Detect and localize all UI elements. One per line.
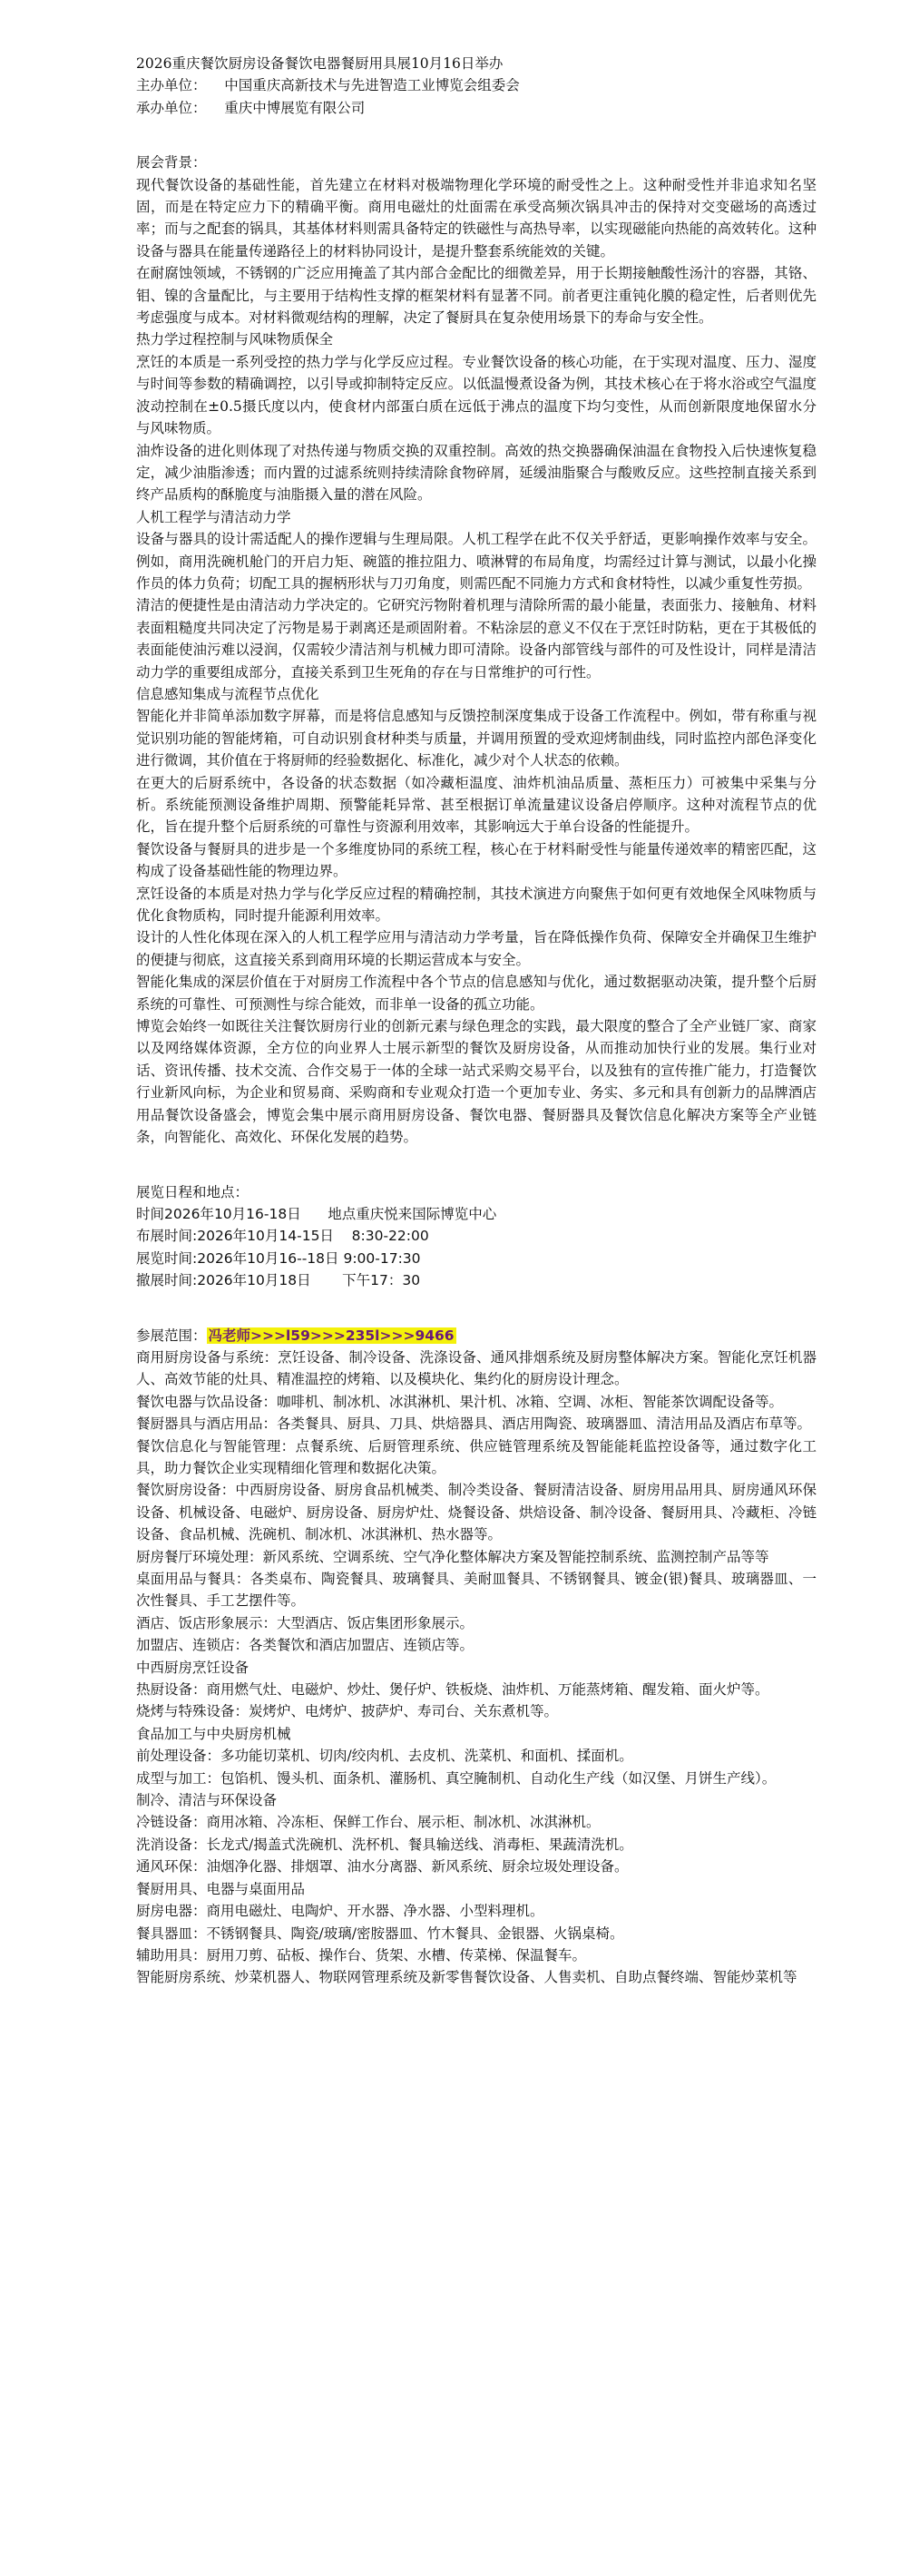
schedule-heading: 展览日程和地点： — [136, 1183, 249, 1200]
scope-subheading: 餐厨用具、电器与桌面用品 — [136, 1880, 306, 1897]
scope-subheading: 食品加工与中央厨房机械 — [136, 1725, 291, 1742]
scope-item: 餐饮电器与饮品设备：咖啡机、制冰机、冰淇淋机、果汁机、冰箱、空调、冰柜、智能茶饮调配设备等。 — [136, 1393, 784, 1410]
schedule-open: 展览时间:2026年10月16--18日 9:00-17:30 — [136, 1249, 421, 1267]
schedule-setup: 布展时间:2026年10月14-15日 8:30-22:00 — [136, 1228, 429, 1245]
scope-item: 餐具器皿：不锈钢餐具、陶瓷/玻璃/密胺器皿、竹木餐具、金银器、火锅桌椅。 — [136, 1925, 624, 1942]
header-section — [136, 53, 817, 119]
background-paragraph: 烹饪的本质是一系列受控的热力学与化学反应过程。专业餐饮设备的核心功能，在于实现对温度、压力、湿度与时间等参数的精确调控，以引导或抑制特定反应。以低温慢煮设备为例，其技术核心在于将水浴或空气温度波动控制在±0.5摄氏度以内，使食材内部蛋白质在远低于沸点的温度下均匀变性，从而创新限度地保留水分与风味物质。 — [136, 353, 817, 437]
scope-item: 洗消设备：长龙式/揭盖式洗碗机、洗杯机、餐具输送线、消毒柜、果蔬清洗机。 — [136, 1836, 633, 1853]
background-paragraph: 餐饮设备与餐厨具的进步是一个多维度协同的系统工程，核心在于材料耐受性与能量传递效率的精密匹配，这构成了设备基础性能的物理边界。 — [136, 840, 817, 880]
scope-item: 商用厨房设备与系统：烹饪设备、制冷设备、洗涤设备、通风排烟系统及厨房整体解决方案。智能化烹饪机器人、高效节能的灶具、精准温控的烤箱、以及模块化、集约化的厨房设计理念。 — [136, 1348, 817, 1388]
scope-item: 通风环保：油烟净化器、排烟罩、油水分离器、新风系统、厨余垃圾处理设备。 — [136, 1858, 629, 1876]
background-paragraph: 现代餐饮设备的基础性能，首先建立在材料对极端物理化学环境的耐受性之上。这种耐受性并非追求知名坚固，而是在特定应力下的精确平衡。商用电磁灶的灶面需在承受高频次锅具冲击的保持对交变磁场的高透过率；而与之配套的锅具，其基体材料则需具备特定的铁磁性与高热导率，以实现磁能向热能的高效转化。这种设备与器具在能量传递路径上的材料协同设计，是提升整套系统能效的关键。 — [136, 176, 817, 260]
scope-subheading: 中西厨房烹饪设备 — [136, 1659, 249, 1676]
background-paragraph: 在耐腐蚀领域，不锈钢的广泛应用掩盖了其内部合金配比的细微差异，用于长期接触酸性汤汁的容器，其铬、钼、镍的含量配比，与主要用于结构性支撑的框架材料有显著不同。前者更注重钝化膜的稳定性，后者则优先考虑强度与成本。对材料微观结构的理解，决定了餐厨具在复杂使用场景下的寿命与安全性。 — [136, 265, 817, 327]
scope-item: 餐饮厨房设备：中西厨房设备、厨房食品机械类、制冷类设备、餐厨清洁设备、厨房用品用具、厨房通风环保设备、机械设备、电磁炉、厨房设备、厨房炉灶、烧餐设备、烘焙设备、制冷设备、餐厨用具、冷藏柜、冷链设备、食品机械、洗碗机、制冰机、冰淇淋机、热水器等。 — [136, 1482, 817, 1543]
subheading-ergo: 人机工程学与清洁动力学 — [136, 508, 291, 525]
scope-item: 餐厨器具与酒店用品：各类餐具、厨具、刀具、烘焙器具、酒店用陶瓷、玻璃器皿、清洁用品及酒店布草等。 — [136, 1415, 812, 1433]
background-paragraph: 智能化并非简单添加数字屏幕，而是将信息感知与反馈控制深度集成于设备工作流程中。例如，带有称重与视觉识别功能的智能烤箱，可自动识别食材种类与质量，并调用预置的受欢迎烤制曲线，同时监控内部色泽变化进行微调，其价值在于将厨师的经验数据化、标准化，减少对个人状态的依赖。 — [136, 708, 817, 769]
background-paragraph: 设计的人性化体现在深入的人机工程学应用与清洁动力学考量，旨在降低操作负荷、保障安全并确保卫生维护的便捷与彻底，这直接关系到商用环境的长期运营成本与安全。 — [136, 929, 817, 968]
background-paragraph: 烹饪设备的本质是对热力学与化学反应过程的精确控制，其技术演进方向聚焦于如何更有效地保全风味物质与优化食物质构，同时提升能源利用效率。 — [136, 885, 817, 925]
event-title: 2026重庆餐饮厨房设备餐饮电器餐厨用具展10月16日举办 — [136, 55, 504, 72]
scope-item: 成型与加工：包馅机、馒头机、面条机、灌肠机、真空腌制机、自动化生产线（如汉堡、月饼生产线）。 — [136, 1769, 777, 1787]
schedule-teardown: 撤展时间:2026年10月18日 下午17：30 — [136, 1272, 421, 1289]
subheading-thermo: 热力学过程控制与风味物质保全 — [136, 331, 334, 348]
contact-highlight: 冯老师>>>l59>>>235l>>>9466 — [208, 1327, 455, 1344]
background-heading: 展会背景： — [136, 154, 207, 171]
background-paragraph: 博览会始终一如既往关注餐饮厨房行业的创新元素与绿色理念的实践，最大限度的整合了全产业链厂家、商家以及网络媒体资源，全方位的向业界人士展示新型的餐饮及厨房设备，从而推动加快行业的发展。集行业对话、资讯传播、技术交流、合作交易于一体的全球一站式采购交易平台，以及独有的宣传推广能力，打造餐饮行业新风向标，为企业和贸易商、采购商和专业观众打造一个更加专业、务实、多元和具有创新力的品牌酒店用品餐饮设备盛会，博览会集中展示商用厨房设备、餐饮电器、餐厨器具及餐饮信息化解决方案等全产业链条，向智能化、高效化、环保化发展的趋势。 — [136, 1018, 817, 1146]
scope-item: 厨房电器：商用电磁灶、电陶炉、开水器、净水器、小型料理机。 — [136, 1903, 544, 1920]
scope-item: 烧烤与特殊设备：炭烤炉、电烤炉、披萨炉、寿司台、关东煮机等。 — [136, 1703, 559, 1720]
scope-item: 加盟店、连锁店：各类餐饮和酒店加盟店、连锁店等。 — [136, 1637, 474, 1654]
scope-item: 智能厨房系统、炒菜机器人、物联网管理系统及新零售餐饮设备、人售卖机、自助点餐终端、智能炒菜机等 — [136, 1969, 797, 1986]
organizer-line: 主办单位： 中国重庆高新技术与先进智造工业博览会组委会 — [136, 77, 520, 94]
scope-heading-line — [136, 1325, 817, 1347]
document-body — [136, 53, 817, 1989]
scope-subheading: 制冷、清洁与环保设备 — [136, 1792, 278, 1809]
scope-item: 桌面用品与餐具：各类桌布、陶瓷餐具、玻璃餐具、美耐皿餐具、不锈钢餐具、镀金(银)餐具、玻璃器皿、一次性餐具、手工艺摆件等。 — [136, 1571, 817, 1610]
scope-heading: 参展范围： — [136, 1327, 207, 1344]
background-paragraph: 设备与器具的设计需适配人的操作逻辑与生理局限。人机工程学在此不仅关乎舒适，更影响操作效率与安全。例如，商用洗碗机舱门的开启力矩、碗篮的推拉阻力、喷淋臂的布局角度，均需经过计算与测试，以最小化操作员的体力负荷；切配工具的握柄形状与刀刃角度，则需匹配不同施力方式和食材特性，以减少重复性劳损。 — [136, 531, 817, 592]
background-paragraph: 在更大的后厨系统中，各设备的状态数据（如冷藏柜温度、油炸机油品质量、蒸柜压力）可被集中采集与分析。系统能预测设备维护周期、预警能耗异常、甚至根据订单流量建议设备启停顺序。这种对流程节点的优化，旨在提升整个后厨系统的可靠性与资源利用效率，其影响远大于单台设备的性能提升。 — [136, 774, 817, 836]
scope-section — [136, 1325, 817, 1989]
scope-item: 热厨设备：商用燃气灶、电磁炉、炒灶、煲仔炉、铁板烧、油炸机、万能蒸烤箱、醒发箱、面火炉等。 — [136, 1681, 769, 1699]
subheading-info: 信息感知集成与流程节点优化 — [136, 685, 319, 702]
background-paragraph: 油炸设备的进化则体现了对热传递与物质交换的双重控制。高效的热交换器确保油温在食物投入后快速恢复稳定，减少油脂渗透；而内置的过滤系统则持续清除食物碎屑，延缓油脂聚合与酸败反应。这些控制直接关系到终产品质构的酥脆度与油脂摄入量的潜在风险。 — [136, 442, 817, 504]
schedule-time: 时间2026年10月16-18日 地点重庆悦来国际博览中心 — [136, 1205, 497, 1222]
scope-item: 酒店、饭店形象展示：大型酒店、饭店集团形象展示。 — [136, 1614, 474, 1631]
background-section — [136, 152, 817, 1148]
schedule-section — [136, 1181, 817, 1292]
background-paragraph: 智能化集成的深层价值在于对厨房工作流程中各个节点的信息感知与优化，通过数据驱动决策，提升整个后厨系统的可靠性、可预测性与综合能效，而非单一设备的孤立功能。 — [136, 974, 817, 1013]
scope-item: 辅助用具：厨用刀剪、砧板、操作台、货架、水槽、传菜梯、保温餐车。 — [136, 1946, 587, 1964]
scope-item: 冷链设备：商用冰箱、冷冻柜、保鲜工作台、展示柜、制冰机、冰淇淋机。 — [136, 1814, 601, 1831]
background-paragraph: 清洁的便捷性是由清洁动力学决定的。它研究污物附着机理与清除所需的最小能量，表面张力、接触角、材料表面粗糙度共同决定了污物是易于剥离还是顽固附着。不粘涂层的意义不仅在于烹饪时防粘，更在于其极低的表面能使油污难以浸润，仅需较少清洁剂与机械力即可清除。设备内部管线与部件的可及性设计，同样是清洁动力学的重要组成部分，直接关系到卫生死角的存在与日常维护的可行性。 — [136, 597, 817, 681]
scope-item: 前处理设备：多功能切菜机、切肉/绞肉机、去皮机、洗菜机、和面机、揉面机。 — [136, 1748, 633, 1765]
undertaker-line: 承办单位： 重庆中博展览有限公司 — [136, 99, 366, 116]
scope-item: 厨房餐厅环境处理：新风系统、空调系统、空气净化整体解决方案及智能控制系统、监测控制产品等等 — [136, 1548, 769, 1565]
scope-item: 餐饮信息化与智能管理：点餐系统、后厨管理系统、供应链管理系统及智能能耗监控设备等，通过数字化工具，助力餐饮企业实现精细化管理和数据化决策。 — [136, 1437, 817, 1476]
